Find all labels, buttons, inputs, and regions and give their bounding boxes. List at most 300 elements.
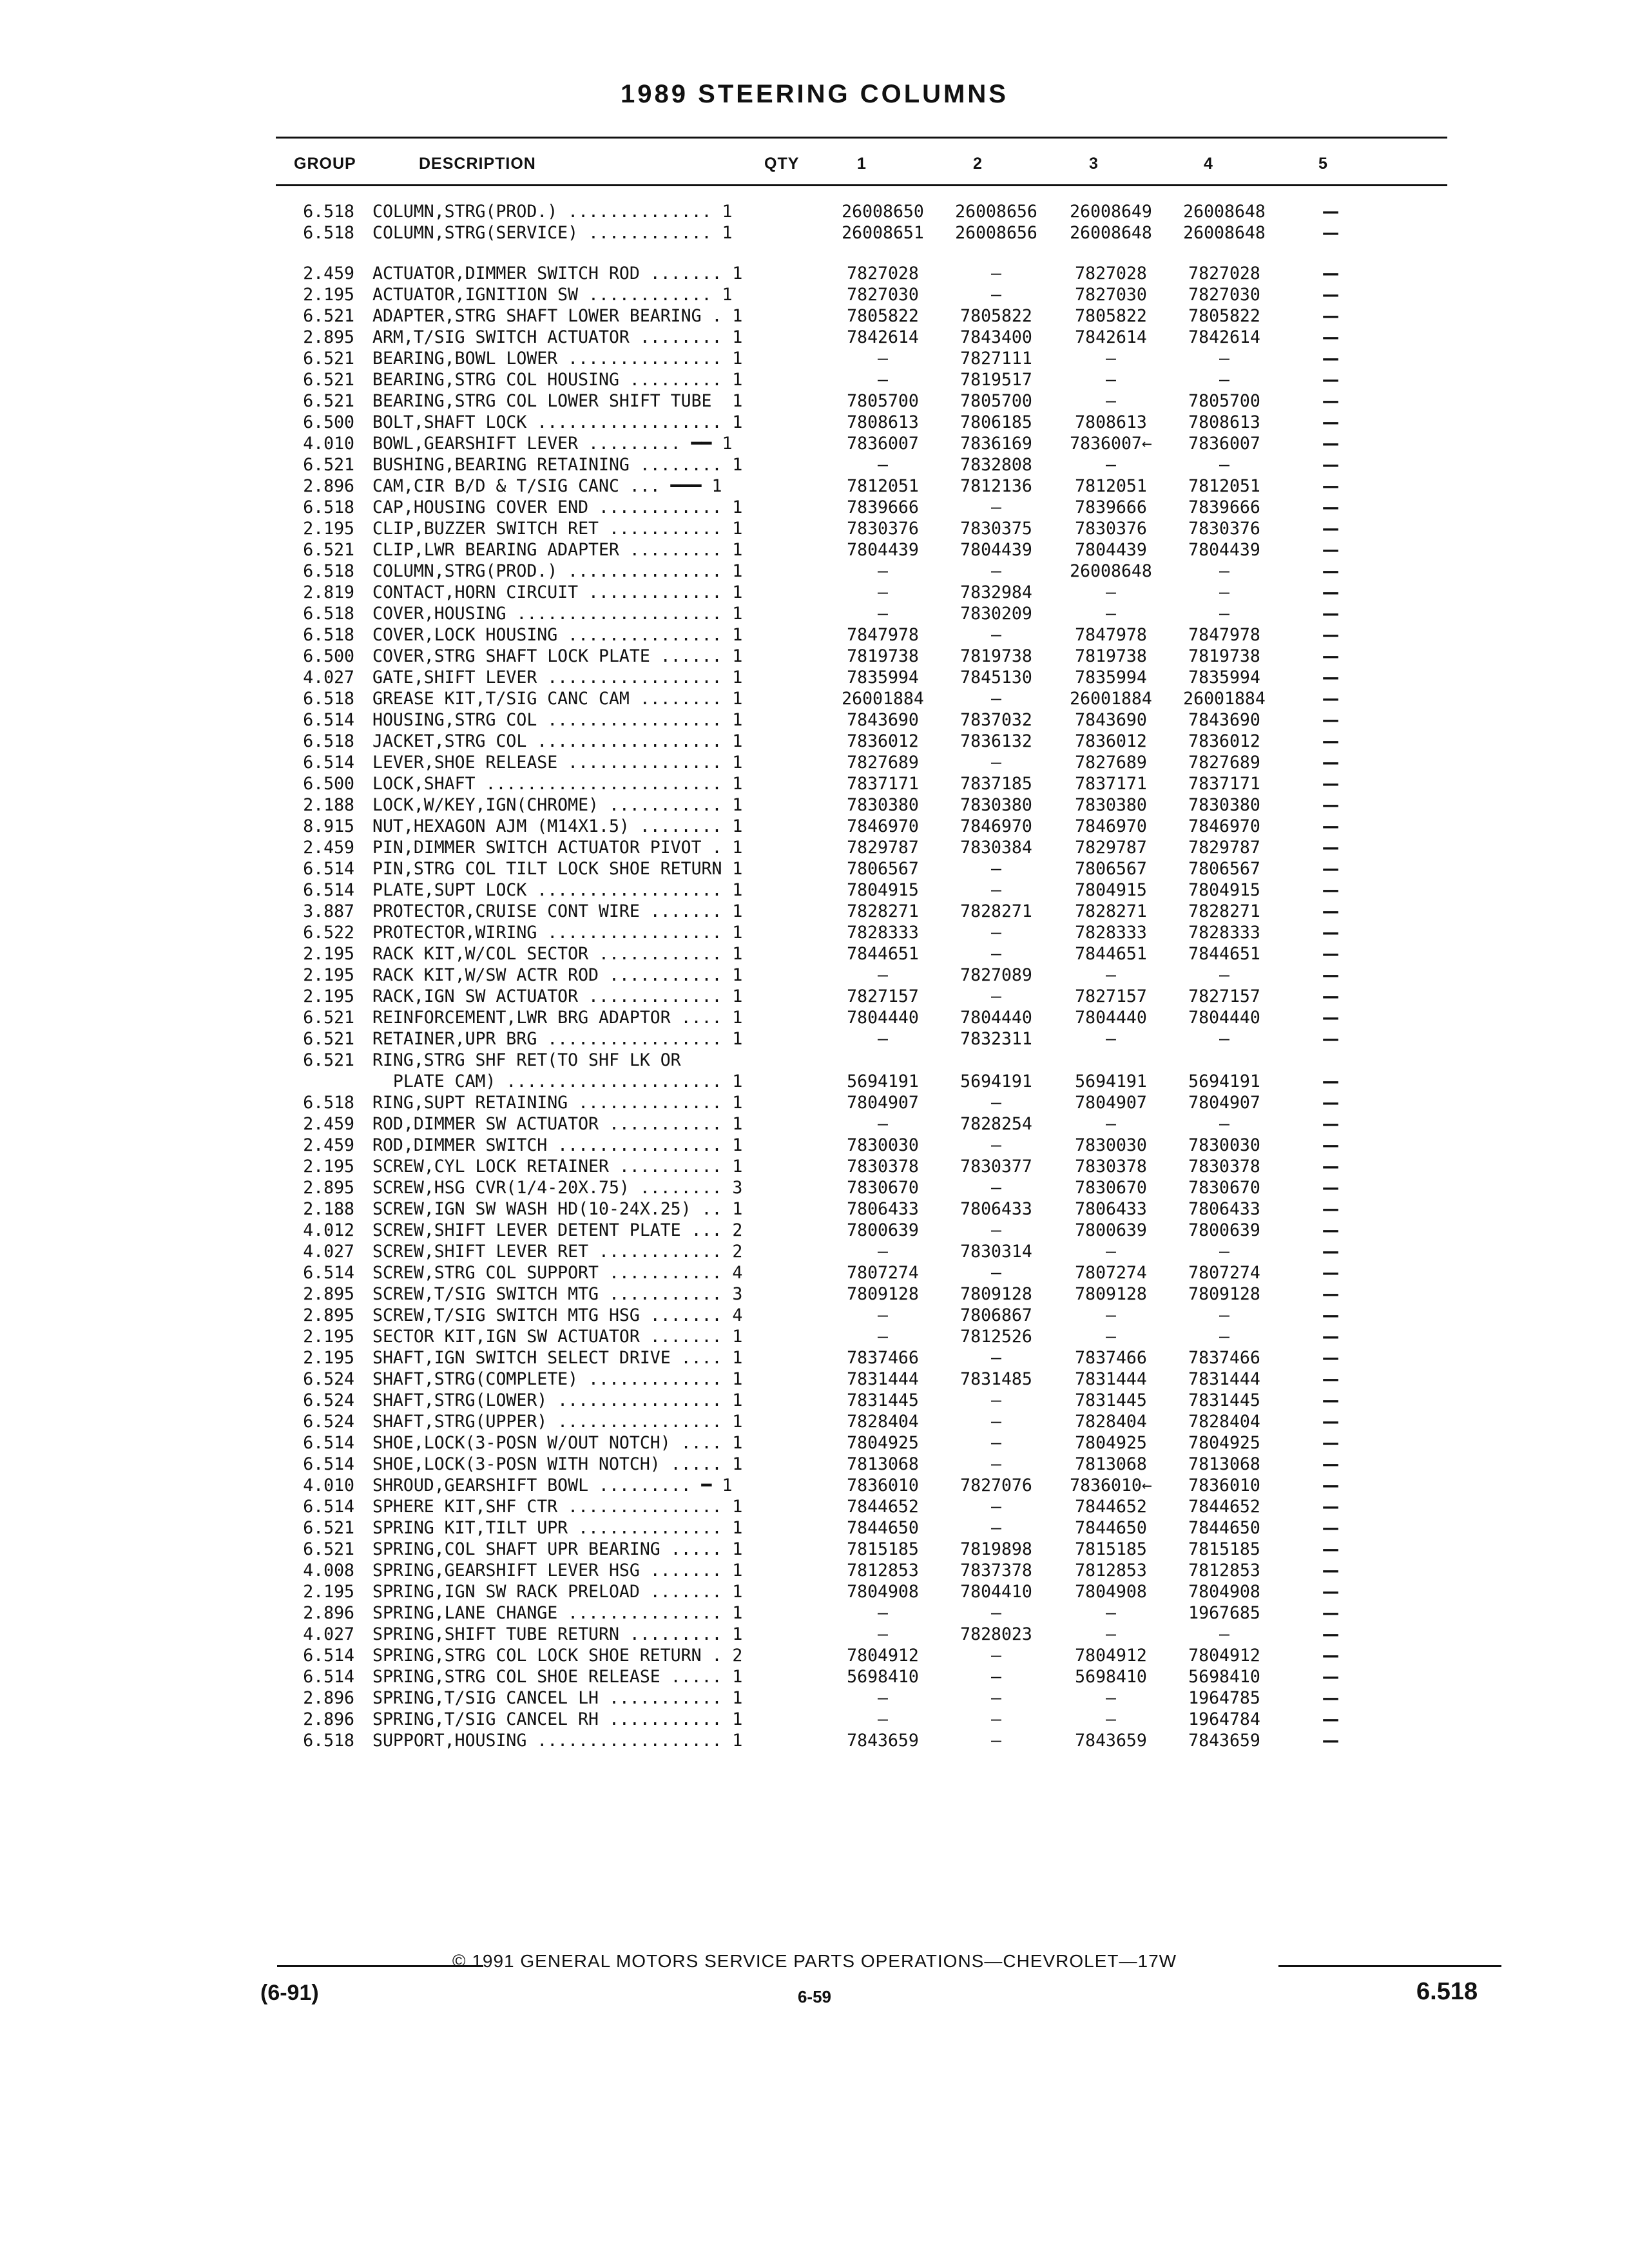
part-number-col1-cell: — xyxy=(878,1242,888,1262)
part-number-col5-cell: — xyxy=(1322,223,1340,243)
part-number-col1-cell: 7830670 xyxy=(847,1178,919,1198)
part-number-col5-cell: — xyxy=(1322,795,1340,815)
part-number-col3-cell: — xyxy=(1106,455,1116,475)
part-number-col2-cell: — xyxy=(991,880,1001,900)
description-cell: SPRING,LANE CHANGE ............... 1 xyxy=(372,1603,743,1623)
table-row xyxy=(0,1645,1629,1666)
description-cell: ACTUATOR,DIMMER SWITCH ROD ....... 1 xyxy=(372,264,743,284)
part-number-col5-cell: — xyxy=(1322,1390,1340,1410)
table-row xyxy=(0,1326,1629,1347)
description-cell: CLIP,BUZZER SWITCH RET ........... 1 xyxy=(372,519,743,539)
table-row xyxy=(0,1283,1629,1305)
part-number-col4-cell: 7800639 xyxy=(1188,1220,1260,1240)
group-cell: 6.524 xyxy=(303,1369,354,1389)
part-number-col3-cell: 7839666 xyxy=(1075,497,1147,517)
table-row xyxy=(0,688,1629,709)
page-title: 1989 STEERING COLUMNS xyxy=(621,80,1008,108)
group-cell: 2.195 xyxy=(303,965,354,985)
description-cell: GATE,SHIFT LEVER ................. 1 xyxy=(372,668,743,687)
part-number-col4-cell: 7806567 xyxy=(1188,859,1260,879)
part-number-col5-cell: — xyxy=(1322,476,1340,496)
part-number-col4-cell: — xyxy=(1219,561,1229,581)
part-number-col4-cell: — xyxy=(1219,370,1229,390)
group-cell: 4.027 xyxy=(303,668,354,687)
table-row xyxy=(0,412,1629,433)
part-number-col1-cell: 7829787 xyxy=(847,838,919,858)
part-number-col4-cell: 7842614 xyxy=(1188,327,1260,347)
part-number-col2-cell: — xyxy=(991,1688,1001,1708)
part-number-col5-cell: — xyxy=(1322,901,1340,921)
group-cell: 2.195 xyxy=(303,285,354,305)
description-cell: BEARING,STRG COL LOWER SHIFT TUBE 1 xyxy=(372,391,743,411)
part-number-col4-cell: 7804908 xyxy=(1188,1582,1260,1602)
table-row xyxy=(0,1475,1629,1496)
group-cell: 4.008 xyxy=(303,1561,354,1581)
part-number-col3-cell: — xyxy=(1106,582,1116,602)
part-number-col3-cell: — xyxy=(1106,1029,1116,1049)
part-number-col4-cell: 7830378 xyxy=(1188,1157,1260,1177)
description-cell: BUSHING,BEARING RETAINING ........ 1 xyxy=(372,455,743,475)
part-number-col3-cell: — xyxy=(1106,1688,1116,1708)
description-cell: LOCK,SHAFT ....................... 1 xyxy=(372,774,743,794)
part-number-col1-cell: 7804915 xyxy=(847,880,919,900)
part-number-col1-cell: — xyxy=(878,1305,888,1325)
part-number-col1-cell: 7806433 xyxy=(847,1199,919,1219)
part-number-col5-cell: — xyxy=(1322,1348,1340,1368)
part-number-col1-cell: 7831445 xyxy=(847,1390,919,1410)
description-cell: SPRING,IGN SW RACK PRELOAD ....... 1 xyxy=(372,1582,743,1602)
part-number-col5-cell: — xyxy=(1322,1731,1340,1751)
group-cell: 4.010 xyxy=(303,1475,354,1495)
table-row xyxy=(0,1454,1629,1475)
table-row xyxy=(0,476,1629,497)
group-cell: 2.896 xyxy=(303,1688,354,1708)
group-cell: 2.195 xyxy=(303,1348,354,1368)
group-cell: 2.195 xyxy=(303,1327,354,1347)
description-cell: PLATE CAM) ..................... 1 xyxy=(372,1072,743,1091)
part-number-col4-cell: 7831444 xyxy=(1188,1369,1260,1389)
part-number-col1-cell: 7830376 xyxy=(847,519,919,539)
group-cell: 6.514 xyxy=(303,859,354,879)
part-number-col1-cell: 7807274 xyxy=(847,1263,919,1283)
table-row xyxy=(0,1560,1629,1581)
part-number-col2-cell: — xyxy=(991,1731,1001,1751)
group-cell: 2.195 xyxy=(303,1157,354,1177)
part-number-col5-cell: — xyxy=(1322,1305,1340,1325)
group-cell: 6.500 xyxy=(303,646,354,666)
description-cell: CONTACT,HORN CIRCUIT ............. 1 xyxy=(372,582,743,602)
part-number-col3-cell: 7812051 xyxy=(1075,476,1147,496)
part-number-col2-cell: 7804440 xyxy=(960,1008,1032,1028)
part-number-col3-cell: 7806567 xyxy=(1075,859,1147,879)
part-number-col1-cell: 7800639 xyxy=(847,1220,919,1240)
part-number-col4-cell: 7847978 xyxy=(1188,625,1260,645)
part-number-col4-cell: 1964784 xyxy=(1188,1709,1260,1729)
description-cell: SHAFT,IGN SWITCH SELECT DRIVE .... 1 xyxy=(372,1348,743,1368)
part-number-col1-cell: — xyxy=(878,1624,888,1644)
part-number-col4-cell: 5698410 xyxy=(1188,1667,1260,1687)
table-row xyxy=(0,858,1629,879)
table-row xyxy=(0,497,1629,518)
description-cell: COVER,HOUSING .................... 1 xyxy=(372,604,743,624)
group-cell: 2.459 xyxy=(303,1135,354,1155)
table-row xyxy=(0,1113,1629,1135)
part-number-col3-cell: 26008648 xyxy=(1070,223,1152,243)
table-row xyxy=(0,1305,1629,1326)
part-number-col2-cell: — xyxy=(991,625,1001,645)
part-number-col4-cell: 1964785 xyxy=(1188,1688,1260,1708)
part-number-col3-cell: 7835994 xyxy=(1075,668,1147,687)
part-number-col3-cell: — xyxy=(1106,1709,1116,1729)
group-cell: 2.896 xyxy=(303,1709,354,1729)
part-number-col5-cell: — xyxy=(1322,582,1340,602)
part-number-col1-cell: 7828404 xyxy=(847,1412,919,1432)
part-number-col2-cell: 7812526 xyxy=(960,1327,1032,1347)
part-number-col2-cell: 7805822 xyxy=(960,306,1032,326)
description-cell: ROD,DIMMER SW ACTUATOR ........... 1 xyxy=(372,1114,743,1134)
part-number-col2-cell: 7836169 xyxy=(960,434,1032,454)
table-row xyxy=(0,1347,1629,1369)
part-number-col2-cell: 7836132 xyxy=(960,731,1032,751)
part-number-col1-cell: 7836012 xyxy=(847,731,919,751)
part-number-col2-cell: — xyxy=(991,1178,1001,1198)
table-row xyxy=(0,390,1629,412)
table-row xyxy=(0,646,1629,667)
part-number-col1-cell: 7804439 xyxy=(847,540,919,560)
part-number-col4-cell: 7829787 xyxy=(1188,838,1260,858)
part-number-col2-cell: 7806433 xyxy=(960,1199,1032,1219)
part-number-col2-cell: 26008656 xyxy=(955,202,1037,222)
part-number-col4-cell: 7830376 xyxy=(1188,519,1260,539)
part-number-col5-cell: — xyxy=(1322,1263,1340,1283)
table-row xyxy=(0,1496,1629,1517)
group-cell: 6.500 xyxy=(303,774,354,794)
part-number-col5-cell: — xyxy=(1322,1135,1340,1155)
part-number-col4-cell: 7813068 xyxy=(1188,1454,1260,1474)
group-cell: 6.521 xyxy=(303,1539,354,1559)
part-number-col2-cell: 7827089 xyxy=(960,965,1032,985)
part-number-col2-cell: 7819517 xyxy=(960,370,1032,390)
part-number-col3-cell: 7827689 xyxy=(1075,753,1147,773)
description-cell: HOUSING,STRG COL ................. 1 xyxy=(372,710,743,730)
header-top-rule xyxy=(276,137,1447,139)
part-number-col5-cell: — xyxy=(1322,434,1340,454)
group-cell: 6.514 xyxy=(303,1497,354,1517)
part-number-col4-cell: 7827028 xyxy=(1188,264,1260,284)
part-number-col2-cell: — xyxy=(991,1518,1001,1538)
part-number-col5-cell: — xyxy=(1322,1008,1340,1028)
part-number-col1-cell: — xyxy=(878,1603,888,1623)
part-number-col3-cell: 7804925 xyxy=(1075,1433,1147,1453)
group-cell: 6.521 xyxy=(303,540,354,560)
part-number-col2-cell: — xyxy=(991,1497,1001,1517)
table-row xyxy=(0,1432,1629,1454)
table-row xyxy=(0,1071,1629,1092)
part-number-col4-cell: 7808613 xyxy=(1188,412,1260,432)
part-number-col1-cell: 7805822 xyxy=(847,306,919,326)
group-cell: 6.521 xyxy=(303,1518,354,1538)
part-number-col3-cell: 7843659 xyxy=(1075,1731,1147,1751)
part-number-col2-cell: 7812136 xyxy=(960,476,1032,496)
description-cell: ARM,T/SIG SWITCH ACTUATOR ........ 1 xyxy=(372,327,743,347)
part-number-col1-cell: 7843659 xyxy=(847,1731,919,1751)
part-number-col1-cell: 7844650 xyxy=(847,1518,919,1538)
group-cell: 2.896 xyxy=(303,476,354,496)
group-cell: 2.459 xyxy=(303,1114,354,1134)
part-number-col4-cell: 7839666 xyxy=(1188,497,1260,517)
group-cell: 6.521 xyxy=(303,1008,354,1028)
table-row xyxy=(0,201,1629,222)
part-number-col4-cell: 7804907 xyxy=(1188,1093,1260,1113)
description-cell: ADAPTER,STRG SHAFT LOWER BEARING . 1 xyxy=(372,306,743,326)
part-number-col2-cell: — xyxy=(991,497,1001,517)
part-number-col4-cell: 7836007 xyxy=(1188,434,1260,454)
description-cell: COLUMN,STRG(PROD.) .............. 1 xyxy=(372,202,733,222)
group-cell: 2.188 xyxy=(303,1199,354,1219)
part-number-col1-cell: 7836010 xyxy=(847,1475,919,1495)
part-number-col5-cell: — xyxy=(1322,1539,1340,1559)
part-number-col2-cell: 7837032 xyxy=(960,710,1032,730)
part-number-col2-cell: — xyxy=(991,753,1001,773)
description-cell: SCREW,SHIFT LEVER RET ............ 2 xyxy=(372,1242,743,1262)
part-number-col2-cell: — xyxy=(991,1454,1001,1474)
part-number-col1-cell: 7844652 xyxy=(847,1497,919,1517)
group-cell: 6.514 xyxy=(303,880,354,900)
group-cell: 2.195 xyxy=(303,519,354,539)
part-number-col3-cell: 7830376 xyxy=(1075,519,1147,539)
table-row xyxy=(0,773,1629,794)
group-cell: 6.514 xyxy=(303,1263,354,1283)
column-header-qty: QTY xyxy=(764,155,800,173)
part-number-col3-cell: 7807274 xyxy=(1075,1263,1147,1283)
group-cell: 2.895 xyxy=(303,327,354,347)
table-row xyxy=(0,709,1629,731)
description-cell: SPRING,STRG COL LOCK SHOE RETURN . 2 xyxy=(372,1646,743,1666)
description-cell: SECTOR KIT,IGN SW ACTUATOR ....... 1 xyxy=(372,1327,743,1347)
part-number-col5-cell: — xyxy=(1322,1029,1340,1049)
part-number-col5-cell: — xyxy=(1322,838,1340,858)
part-number-col1-cell: 7830380 xyxy=(847,795,919,815)
part-number-col2-cell: 7827111 xyxy=(960,349,1032,369)
part-number-col5-cell: — xyxy=(1322,264,1340,284)
part-number-col4-cell: 1967685 xyxy=(1188,1603,1260,1623)
group-cell: 6.518 xyxy=(303,689,354,709)
part-number-col5-cell: — xyxy=(1322,880,1340,900)
part-number-col2-cell: 7830375 xyxy=(960,519,1032,539)
part-number-col4-cell: 7846970 xyxy=(1188,816,1260,836)
part-number-col2-cell: 7819898 xyxy=(960,1539,1032,1559)
part-number-col3-cell: 7830030 xyxy=(1075,1135,1147,1155)
part-number-col3-cell: 7837466 xyxy=(1075,1348,1147,1368)
description-cell: RING,STRG SHF RET(TO SHF LK OR xyxy=(372,1050,681,1070)
part-number-col3-cell: 7830670 xyxy=(1075,1178,1147,1198)
table-row xyxy=(0,1092,1629,1113)
part-number-col4-cell: 7815185 xyxy=(1188,1539,1260,1559)
description-cell: SPRING,GEARSHIFT LEVER HSG ....... 1 xyxy=(372,1561,743,1581)
group-cell: 2.896 xyxy=(303,1603,354,1623)
part-number-col4-cell: 7830380 xyxy=(1188,795,1260,815)
table-row xyxy=(0,348,1629,369)
part-number-col3-cell: 7828271 xyxy=(1075,901,1147,921)
part-number-col2-cell: 26008656 xyxy=(955,223,1037,243)
part-number-col2-cell: 7828254 xyxy=(960,1114,1032,1134)
group-cell: 6.514 xyxy=(303,1454,354,1474)
group-cell: 6.518 xyxy=(303,1731,354,1751)
part-number-col3-cell: 7828404 xyxy=(1075,1412,1147,1432)
table-row xyxy=(0,965,1629,986)
group-cell: 6.514 xyxy=(303,753,354,773)
table-row xyxy=(0,1390,1629,1411)
part-number-col4-cell: 7806433 xyxy=(1188,1199,1260,1219)
part-number-col3-cell: 5694191 xyxy=(1075,1072,1147,1091)
part-number-col5-cell: — xyxy=(1322,1497,1340,1517)
description-cell: PIN,STRG COL TILT LOCK SHOE RETURN 1 xyxy=(372,859,743,879)
part-number-col2-cell: — xyxy=(991,944,1001,964)
part-number-col4-cell: 7809128 xyxy=(1188,1284,1260,1304)
group-cell: 2.195 xyxy=(303,944,354,964)
part-number-col1-cell: 7828271 xyxy=(847,901,919,921)
part-number-col3-cell: 7827157 xyxy=(1075,986,1147,1006)
group-cell: 2.195 xyxy=(303,1582,354,1602)
part-number-col1-cell: 7831444 xyxy=(847,1369,919,1389)
part-number-col4-cell: 5694191 xyxy=(1188,1072,1260,1091)
table-row xyxy=(0,1624,1629,1645)
part-number-col2-cell: 7806867 xyxy=(960,1305,1032,1325)
part-number-col3-cell: 7808613 xyxy=(1075,412,1147,432)
part-number-col5-cell: — xyxy=(1322,349,1340,369)
part-number-col5-cell: — xyxy=(1322,625,1340,645)
table-row xyxy=(0,1135,1629,1156)
part-number-col5-cell: — xyxy=(1322,668,1340,687)
group-cell: 6.521 xyxy=(303,370,354,390)
part-number-col3-cell: 7804912 xyxy=(1075,1646,1147,1666)
part-number-col5-cell: — xyxy=(1322,1093,1340,1113)
part-number-col4-cell: 7804440 xyxy=(1188,1008,1260,1028)
part-number-col2-cell: — xyxy=(991,1390,1001,1410)
part-number-col5-cell: — xyxy=(1322,1433,1340,1453)
description-cell: COLUMN,STRG(SERVICE) ............ 1 xyxy=(372,223,733,243)
part-number-col3-cell: — xyxy=(1106,1114,1116,1134)
part-number-col3-cell: 7830378 xyxy=(1075,1157,1147,1177)
description-cell: SHOE,LOCK(3-POSN W/OUT NOTCH) .... 1 xyxy=(372,1433,743,1453)
table-row xyxy=(0,539,1629,561)
part-number-col5-cell: — xyxy=(1322,604,1340,624)
part-number-col2-cell: — xyxy=(991,1433,1001,1453)
part-number-col2-cell: — xyxy=(991,285,1001,305)
table-row xyxy=(0,731,1629,752)
description-cell: SHOE,LOCK(3-POSN WITH NOTCH) ..... 1 xyxy=(372,1454,743,1474)
part-number-col4-cell: — xyxy=(1219,455,1229,475)
table-row xyxy=(0,794,1629,816)
part-number-col3-cell: 7844651 xyxy=(1075,944,1147,964)
part-number-col5-cell: — xyxy=(1322,965,1340,985)
part-number-col2-cell: 7830314 xyxy=(960,1242,1032,1262)
description-cell: JACKET,STRG COL .................. 1 xyxy=(372,731,743,751)
part-number-col1-cell: 7804440 xyxy=(847,1008,919,1028)
part-number-col5-cell: — xyxy=(1322,646,1340,666)
group-cell: 6.514 xyxy=(303,1646,354,1666)
part-number-col5-cell: — xyxy=(1322,1688,1340,1708)
footer-date: (6-91) xyxy=(260,1981,319,2005)
description-cell: SCREW,IGN SW WASH HD(10-24X.25) .. 1 xyxy=(372,1199,743,1219)
column-header-2: 2 xyxy=(973,155,983,173)
part-number-col2-cell: 5694191 xyxy=(960,1072,1032,1091)
table-row xyxy=(0,879,1629,901)
description-cell: BEARING,STRG COL HOUSING ......... 1 xyxy=(372,370,743,390)
part-number-col2-cell: 7806185 xyxy=(960,412,1032,432)
part-number-col5-cell: — xyxy=(1322,689,1340,709)
description-cell: PIN,DIMMER SWITCH ACTUATOR PIVOT . 1 xyxy=(372,838,743,858)
part-number-col2-cell: — xyxy=(991,859,1001,879)
table-row xyxy=(0,1220,1629,1241)
part-number-col1-cell: 7806567 xyxy=(847,859,919,879)
part-number-col1-cell: 7813068 xyxy=(847,1454,919,1474)
part-number-col5-cell: — xyxy=(1322,455,1340,475)
description-cell: SCREW,T/SIG SWITCH MTG ........... 3 xyxy=(372,1284,743,1304)
table-row xyxy=(0,582,1629,603)
group-cell: 6.524 xyxy=(303,1412,354,1432)
footer-copyright: © 1991 GENERAL MOTORS SERVICE PARTS OPERATIONS—CHEVROLET—17W xyxy=(452,1951,1177,1971)
part-number-col4-cell: 7812051 xyxy=(1188,476,1260,496)
table-row xyxy=(0,454,1629,476)
part-number-col1-cell: 7827157 xyxy=(847,986,919,1006)
part-number-col5-cell: — xyxy=(1322,1369,1340,1389)
part-number-col3-cell: 26008648 xyxy=(1070,561,1152,581)
description-cell: COVER,LOCK HOUSING ............... 1 xyxy=(372,625,743,645)
part-number-col2-cell: 7832808 xyxy=(960,455,1032,475)
part-number-col1-cell: 5698410 xyxy=(847,1667,919,1687)
part-number-col4-cell: — xyxy=(1219,1242,1229,1262)
group-cell: 2.895 xyxy=(303,1284,354,1304)
part-number-col5-cell: — xyxy=(1322,1667,1340,1687)
group-cell: 2.459 xyxy=(303,838,354,858)
description-cell: GREASE KIT,T/SIG CANC CAM ........ 1 xyxy=(372,689,743,709)
part-number-col1-cell: 26008651 xyxy=(842,223,924,243)
part-number-col3-cell: 7846970 xyxy=(1075,816,1147,836)
part-number-col1-cell: 7808613 xyxy=(847,412,919,432)
part-number-col4-cell: — xyxy=(1219,1327,1229,1347)
description-cell: RETAINER,UPR BRG ................. 1 xyxy=(372,1029,743,1049)
part-number-col4-cell: 7844652 xyxy=(1188,1497,1260,1517)
table-row xyxy=(0,752,1629,773)
part-number-col2-cell: 7809128 xyxy=(960,1284,1032,1304)
part-number-col4-cell: 7828404 xyxy=(1188,1412,1260,1432)
part-number-col3-cell: 7836007← xyxy=(1070,434,1152,454)
part-number-col5-cell: — xyxy=(1322,859,1340,879)
part-number-col3-cell: — xyxy=(1106,1603,1116,1623)
part-number-col5-cell: — xyxy=(1322,1561,1340,1581)
description-cell: SHAFT,STRG(UPPER) ................ 1 xyxy=(372,1412,743,1432)
part-number-col4-cell: 7830030 xyxy=(1188,1135,1260,1155)
part-number-col4-cell: 7836010 xyxy=(1188,1475,1260,1495)
part-number-col1-cell: 7804908 xyxy=(847,1582,919,1602)
part-number-col2-cell: 7831485 xyxy=(960,1369,1032,1389)
table-row xyxy=(0,986,1629,1007)
group-cell: 6.514 xyxy=(303,1667,354,1687)
part-number-col4-cell: — xyxy=(1219,582,1229,602)
part-number-col4-cell: 7837171 xyxy=(1188,774,1260,794)
table-row xyxy=(0,816,1629,837)
table-row xyxy=(0,222,1629,244)
part-number-col1-cell: 7805700 xyxy=(847,391,919,411)
table-row xyxy=(0,369,1629,390)
description-cell: SCREW,SHIFT LEVER DETENT PLATE ... 2 xyxy=(372,1220,743,1240)
part-number-col3-cell: 7843690 xyxy=(1075,710,1147,730)
part-number-col1-cell: — xyxy=(878,582,888,602)
description-cell: COVER,STRG SHAFT LOCK PLATE ...... 1 xyxy=(372,646,743,666)
part-number-col5-cell: — xyxy=(1322,412,1340,432)
part-number-col5-cell: — xyxy=(1322,944,1340,964)
